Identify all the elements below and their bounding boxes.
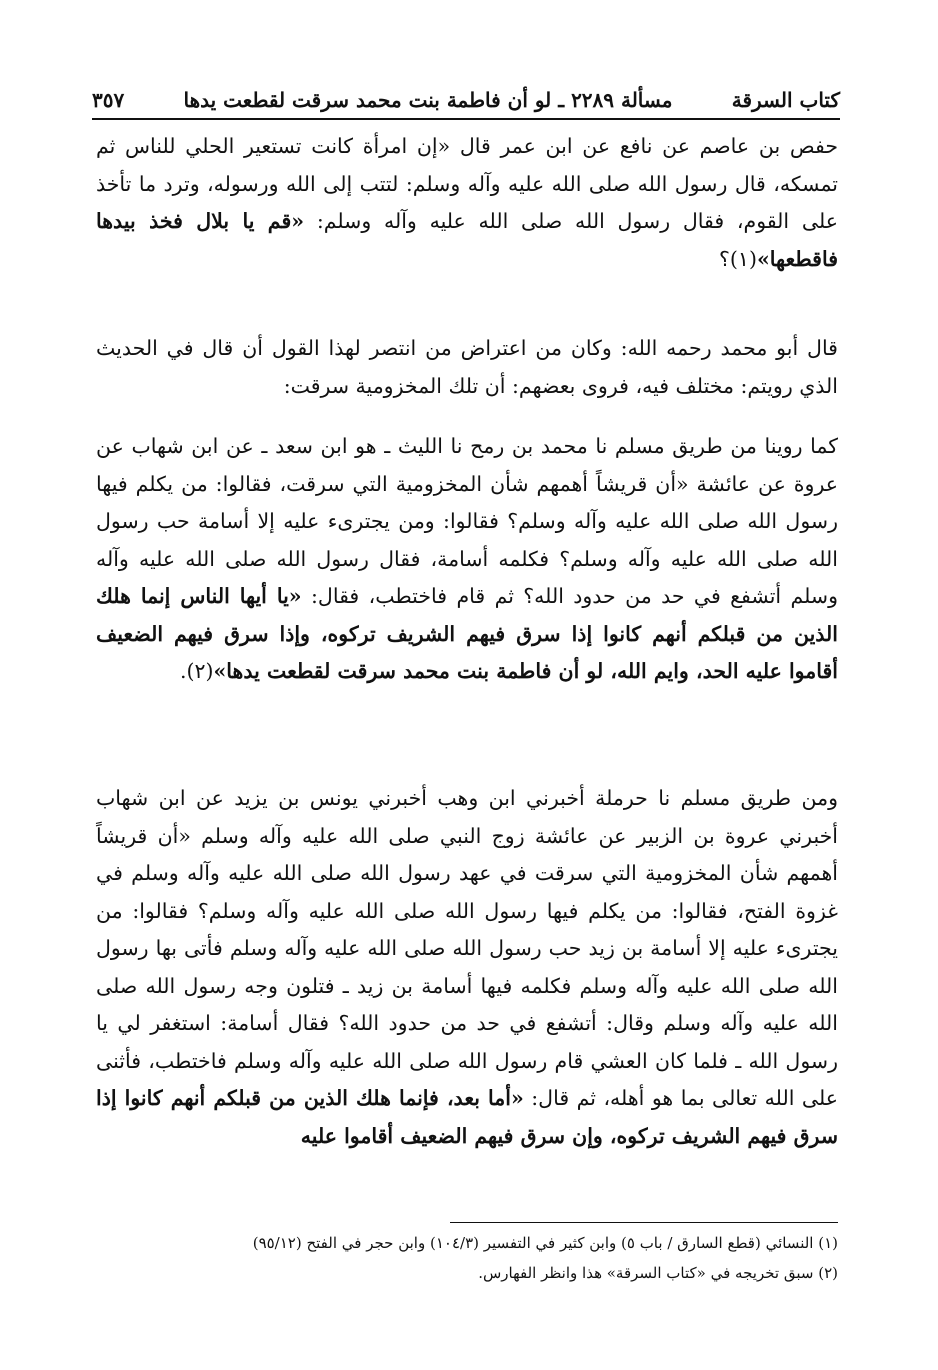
paragraph-text: حفص بن عاصم عن نافع عن ابن عمر قال «إن امرأة كانت تستعير الحلي للناس ثم تمسكه، قال رسول الله صلى الله عليه وآله وسلم: لتتب إلى الله ورسوله، وترد ما تأخذ على القوم، فقال رسول الله صلى الله عليه وآله وسلم: xyxy=(96,134,839,233)
footnote-ref: (١)؟ xyxy=(719,246,757,271)
hadith-quote: «يا أيها الناس إنما هلك الذين من قبلكم أنهم كانوا إذا سرق فيهم الشريف تركوه، وإذا سرق فيهم الضعيف أقاموا عليه الحد، وايم الله، لو أن فاطمة بنت محمد سرقت لقطعت يدها» xyxy=(96,584,838,683)
page-number: ٣٥٧ xyxy=(92,88,125,112)
paragraph xyxy=(96,428,838,691)
book-title: كتاب السرقة xyxy=(731,88,840,112)
footnote-ref: (٢). xyxy=(179,659,214,683)
footnote-2: (٢) سبق تخريجه في «كتاب السرقة» هذا وانظر الفهارس. xyxy=(478,1264,838,1282)
paragraph xyxy=(96,128,838,278)
paragraph-text: ومن طريق مسلم نا حرملة أخبرني ابن وهب أخبرني يونس بن يزيد عن ابن شهاب أخبرني عروة بن الزبير عن عائشة زوج النبي صلى الله عليه وآله وسلم «أن قريشاً أهمهم شأن المخزومية التي سرقت في عهد رسول الله صلى الله عليه وآله وسلم في غزوة الفتح، فقالوا: من يكلم فيها رسول الله صلى الله عليه وآله وسلم؟ فقالوا: من يجترىء عليه إلا أسامة بن زيد حب رسول الله صلى الله عليه وآله وسلم فأتى بها رسول الله صلى الله عليه وآله وسلم فكلمه فيها أسامة بن زيد ـ فتلون وجه رسول الله صلى الله عليه وآله وسلم وقال: أتشفع في حد من حدود الله؟ فقال أسامة: استغفر لي يا رسول الله ـ فلما كان العشي قام رسول الله صلى الله عليه وآله وسلم فاختطب، فأثنى على الله تعالى بما هو أهله، ثم قال: xyxy=(96,786,838,1110)
paragraph-text: كما روينا من طريق مسلم نا محمد بن رمح نا الليث ـ هو ابن سعد ـ عن ابن شهاب عن عروة عن عائشة «أن قريشاً أهمهم شأن المخزومية التي سرقت، فقالوا: من يكلم فيها رسول الله صلى الله عليه وآله وسلم؟ فقالوا: ومن يجترىء عليه إلا أسامة حب رسول الله صلى الله عليه وآله وسلم؟ فكلمه أسامة، فقال رسول الله صلى الله عليه وآله وسلم أتشفع في حد من حدود الله؟ ثم قام فاختطب، فقال: xyxy=(96,434,838,608)
paragraph xyxy=(96,330,838,405)
footnote-1: (١) النسائي (قطع السارق / باب ٥) وابن كثير في التفسير (١٠٤/٣) وابن حجر في الفتح (٩٥/١٢) xyxy=(252,1234,838,1252)
hadith-quote: «أما بعد، فإنما هلك الذين من قبلكم أنهم كانوا إذا سرق فيهم الشريف تركوه، وإن سرق فيهم الضعيف أقاموا عليه xyxy=(96,1086,838,1148)
hadith-quote: «قم يا بلال فخذ بيدها فاقطعها» xyxy=(96,209,838,271)
footnote-divider xyxy=(450,1222,838,1223)
paragraph-text: قال أبو محمد رحمه الله: وكان من اعتراض من انتصر لهذا القول أن قال في الحديث الذي رويتم: مختلف فيه، فروى بعضهم: أن تلك المخزومية سرقت: xyxy=(96,336,838,398)
issue-title: مسألة ٢٢٨٩ ـ لو أن فاطمة بنت محمد سرقت لقطعت يدها xyxy=(183,88,673,112)
paragraph xyxy=(96,780,838,1155)
running-header xyxy=(92,82,840,120)
